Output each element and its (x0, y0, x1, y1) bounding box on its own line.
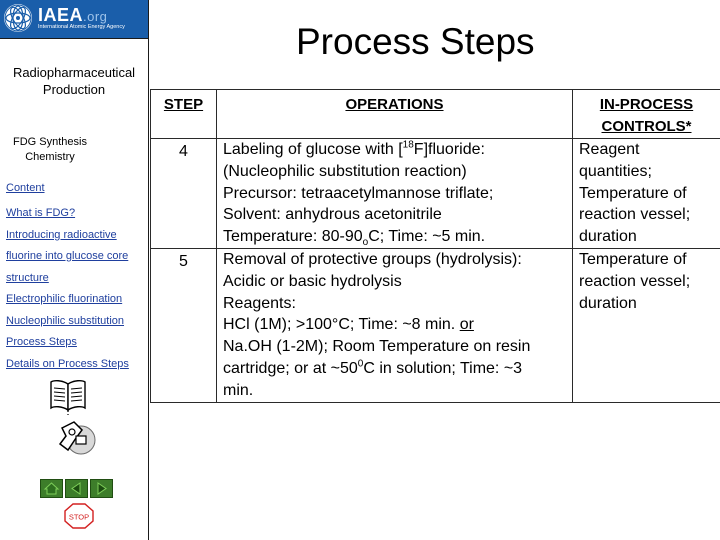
stop-icon (65, 504, 93, 528)
logo-subtitle: International Atomic Energy Agency (38, 24, 125, 30)
stop-label: STOP (68, 512, 90, 522)
operation-line: (Nucleophilic substitution reaction) (223, 162, 467, 180)
operation-line: Temperature: $80-90_oC$; Time: ~5 min. (223, 228, 486, 249)
table-row (151, 248, 720, 402)
operation-line: Reagents: (223, 294, 296, 312)
book-icon[interactable] (48, 376, 88, 416)
nav-link-introducing-radioactive[interactable]: Introducing radioactive (6, 228, 117, 241)
forward-icon[interactable] (90, 479, 113, 498)
table-row (151, 139, 720, 249)
step-number: 4 (151, 139, 217, 249)
controls-cell: Temperature of reaction vessel; duration (573, 248, 720, 402)
operation-line: Precursor: tetraacetylmannose triflate; (223, 184, 494, 202)
operation-line: Removal of protective groups (hydrolysis): (223, 250, 522, 268)
step-number: 5 (151, 248, 217, 402)
table-header-row (151, 90, 720, 139)
iaea-logo (0, 0, 148, 39)
operation-line: HCl (1M); >100°C; Time: ~8 min. or (223, 316, 474, 334)
header-in-process-controls: IN-PROCESS CONTROLS* (573, 90, 720, 139)
nav-link-nucleophilic-substitution[interactable]: Nucleophilic substitution (6, 314, 125, 327)
nav-link-structure[interactable]: structure (6, 271, 49, 284)
page-title: Process Steps (296, 21, 535, 62)
operation-line: Solvent: anhydrous acetonitrile (223, 206, 442, 224)
operation-line: min. (223, 381, 254, 399)
stop-button[interactable] (64, 503, 94, 529)
topic-title: FDG Synthesis Chemistry (13, 136, 87, 163)
controls-cell: Reagent quantities; Temperature of reaction vessel; duration (573, 139, 720, 249)
nav-link-what-is-fdg[interactable]: What is FDG? (6, 207, 76, 219)
operations-cell (217, 248, 573, 402)
operation-line: Na.OH (1-2M); Room Temperature on resin (223, 338, 531, 356)
nav-link-electrophilic-fluorination[interactable]: Electrophilic fluorination (6, 293, 123, 305)
home-icon[interactable] (40, 479, 63, 498)
operation-line: Acidic or basic hydrolysis (223, 272, 402, 290)
operation-line: cartridge; or at $\sim 50^0C$ in solution; Time: ~3 (223, 358, 523, 377)
tool-icon[interactable] (56, 414, 96, 456)
header-operations: OPERATIONS (217, 90, 573, 139)
program-title: Radiopharmaceutical Production (12, 65, 136, 97)
globe-icon (4, 4, 32, 32)
sidebar (0, 0, 149, 540)
nav-link-fluorine-glucose-core[interactable]: fluorine into glucose core (6, 250, 129, 262)
operations-cell (217, 139, 573, 249)
header-step: STEP (151, 90, 217, 139)
logo-name: IAEA.org (38, 5, 108, 25)
content-heading[interactable]: Content (6, 182, 45, 194)
logo-org: .org (83, 9, 108, 24)
back-icon[interactable] (65, 479, 88, 498)
nav-link-process-steps[interactable]: Process Steps (6, 336, 77, 348)
navigation-buttons (40, 479, 112, 497)
content-nav (6, 203, 146, 375)
operation-line: Labeling of glucose with [$^{18}$F]fluoride: (223, 139, 485, 158)
process-steps-table (150, 89, 720, 403)
nav-link-details-process-steps[interactable]: Details on Process Steps (6, 357, 129, 370)
